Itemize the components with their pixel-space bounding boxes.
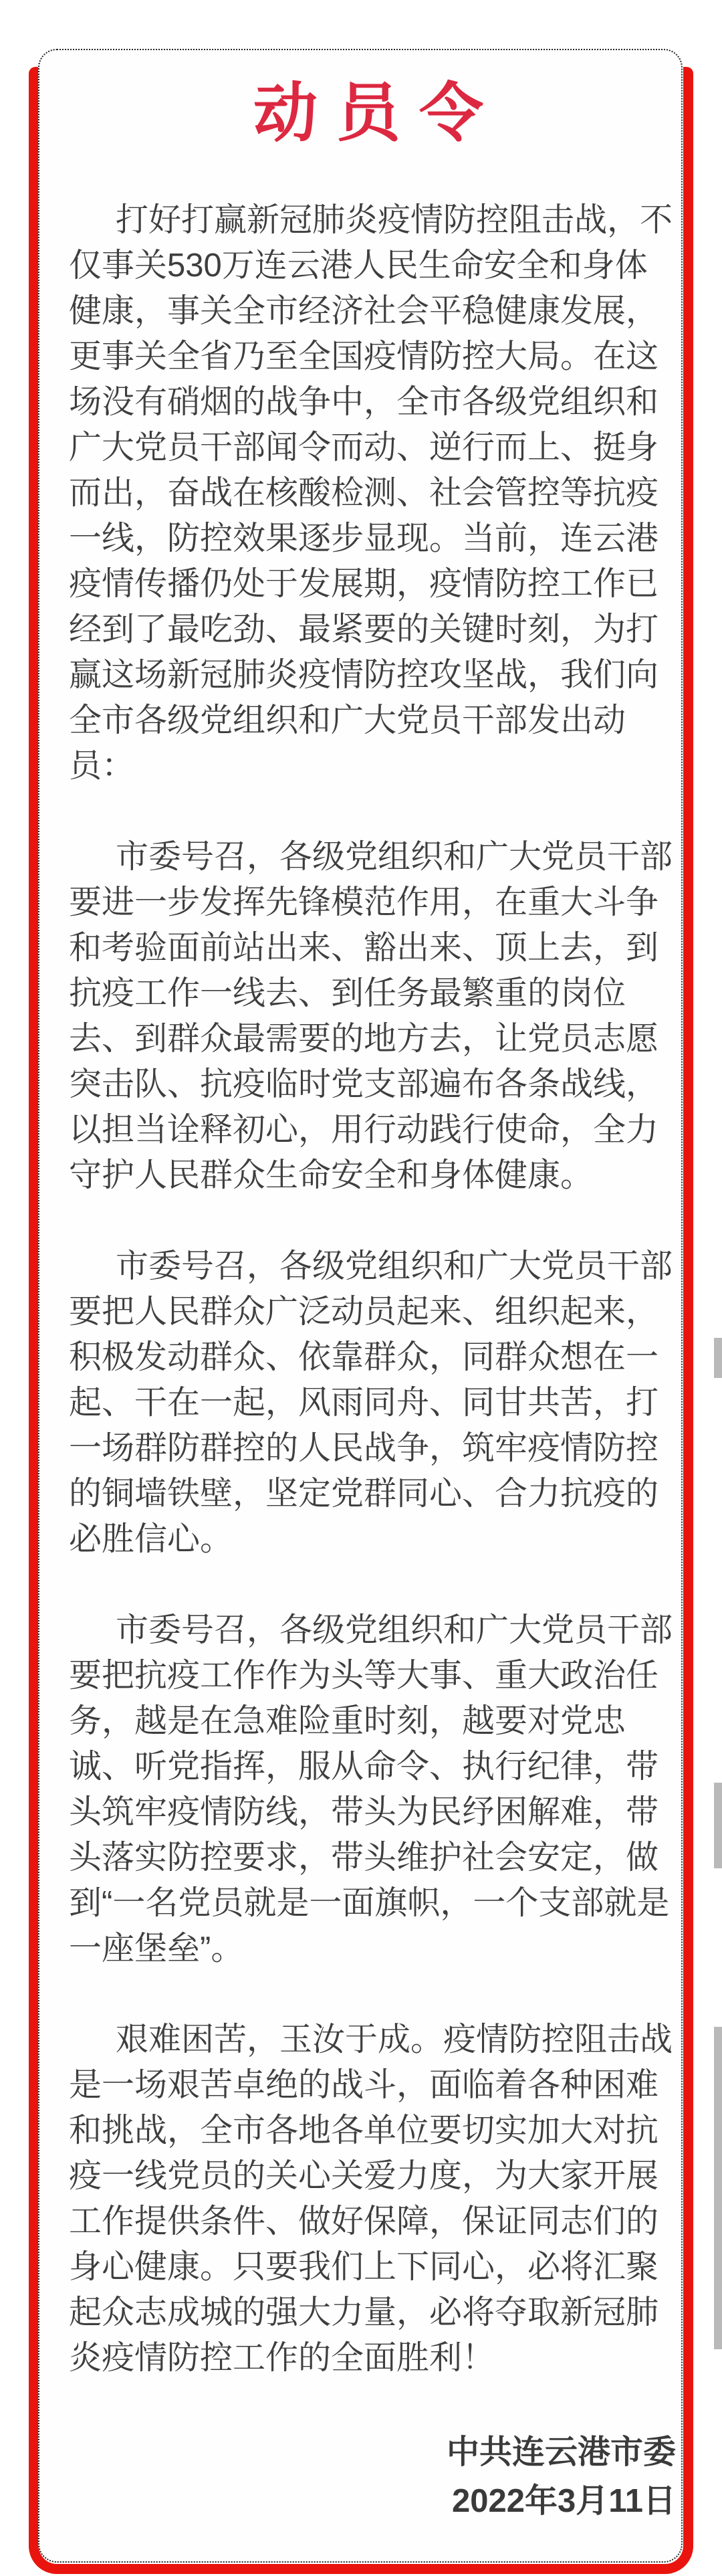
paragraph-call-1: 市委号召，各级党组织和广大党员干部要进一步发挥先锋模范作用，在重大斗争和考验面前站出来、豁出来、顶上去，到抗疫工作一线去、到任务最繁重的岗位去、到群众最需要的地方去，让党员志愿突击队、抗疫临时党支部遍布各条战线，以担当诠释初心，用行动践行使命，全力守护人民群众生命安全和身体健康。 — [69, 839, 673, 1193]
scrollbar-thumb-fragment[interactable] — [714, 1783, 722, 1868]
paragraph-closing: 艰难困苦，玉汝于成。疫情防控阻击战是一场艰苦卓绝的战斗，面临着各种困难和挑战，全市各地各单位要切实加大对抗疫一线党员的关心关爱力度，为大家开展工作提供条件、做好保障，保证同志们的身心健康。只要我们上下同心，必将汇聚起众志成城的强大力量，必将夺取新冠肺炎疫情防控工作的全面胜利！ — [69, 2021, 673, 2376]
paragraph-call-3: 市委号召，各级党组织和广大党员干部要把抗疫工作作为头等大事、重大政治任务，越是在急难险重时刻，越要对党忠诚、听党指挥，服从命令、执行纪律，带头筑牢疫情防线，带头为民纾困解难，带头落实防控要求，带头维护社会安定，做到“一名党员就是一面旗帜，一个支部就是一座堡垒”。 — [69, 1612, 673, 1967]
signature-organization: 中共连云港市委 — [446, 2434, 676, 2470]
document-title: 动员令 — [253, 78, 502, 149]
notice-card — [38, 49, 683, 2563]
document-body — [69, 197, 677, 2381]
scrollbar-thumb-fragment[interactable] — [714, 2027, 722, 2349]
signature-block — [69, 2428, 690, 2526]
signature-date: 2022年3月11日 — [451, 2483, 676, 2519]
scrollbar-thumb-fragment[interactable] — [714, 1338, 722, 1378]
paragraph-intro: 打好打赢新冠肺炎疫情防控阻击战，不仅事关530万连云港人民生命安全和身体健康，事关全市经济社会平稳健康发展，更事关全省乃至全国疫情防控大局。在这场没有硝烟的战争中，全市各级党组织和广大党员干部闻令而动、逆行而上、挺身而出，奋战在核酸检测、社会管控等抗疫一线，防控效果逐步显现。当前，连云港疫情传播仍处于发展期，疫情防控工作已经到了最吃劲、最紧要的关键时刻，为打赢这场新冠肺炎疫情防控攻坚战，我们向全市各级党组织和广大党员干部发出动员： — [69, 202, 673, 784]
paragraph-call-2: 市委号召，各级党组织和广大党员干部要把人民群众广泛动员起来、组织起来，积极发动群众、依靠群众，同群众想在一起、干在一起，风雨同舟、同甘共苦，打一场群防群控的人民战争，筑牢疫情防控的铜墙铁壁，坚定党群同心、合力抗疫的必胜信心。 — [69, 1248, 673, 1557]
